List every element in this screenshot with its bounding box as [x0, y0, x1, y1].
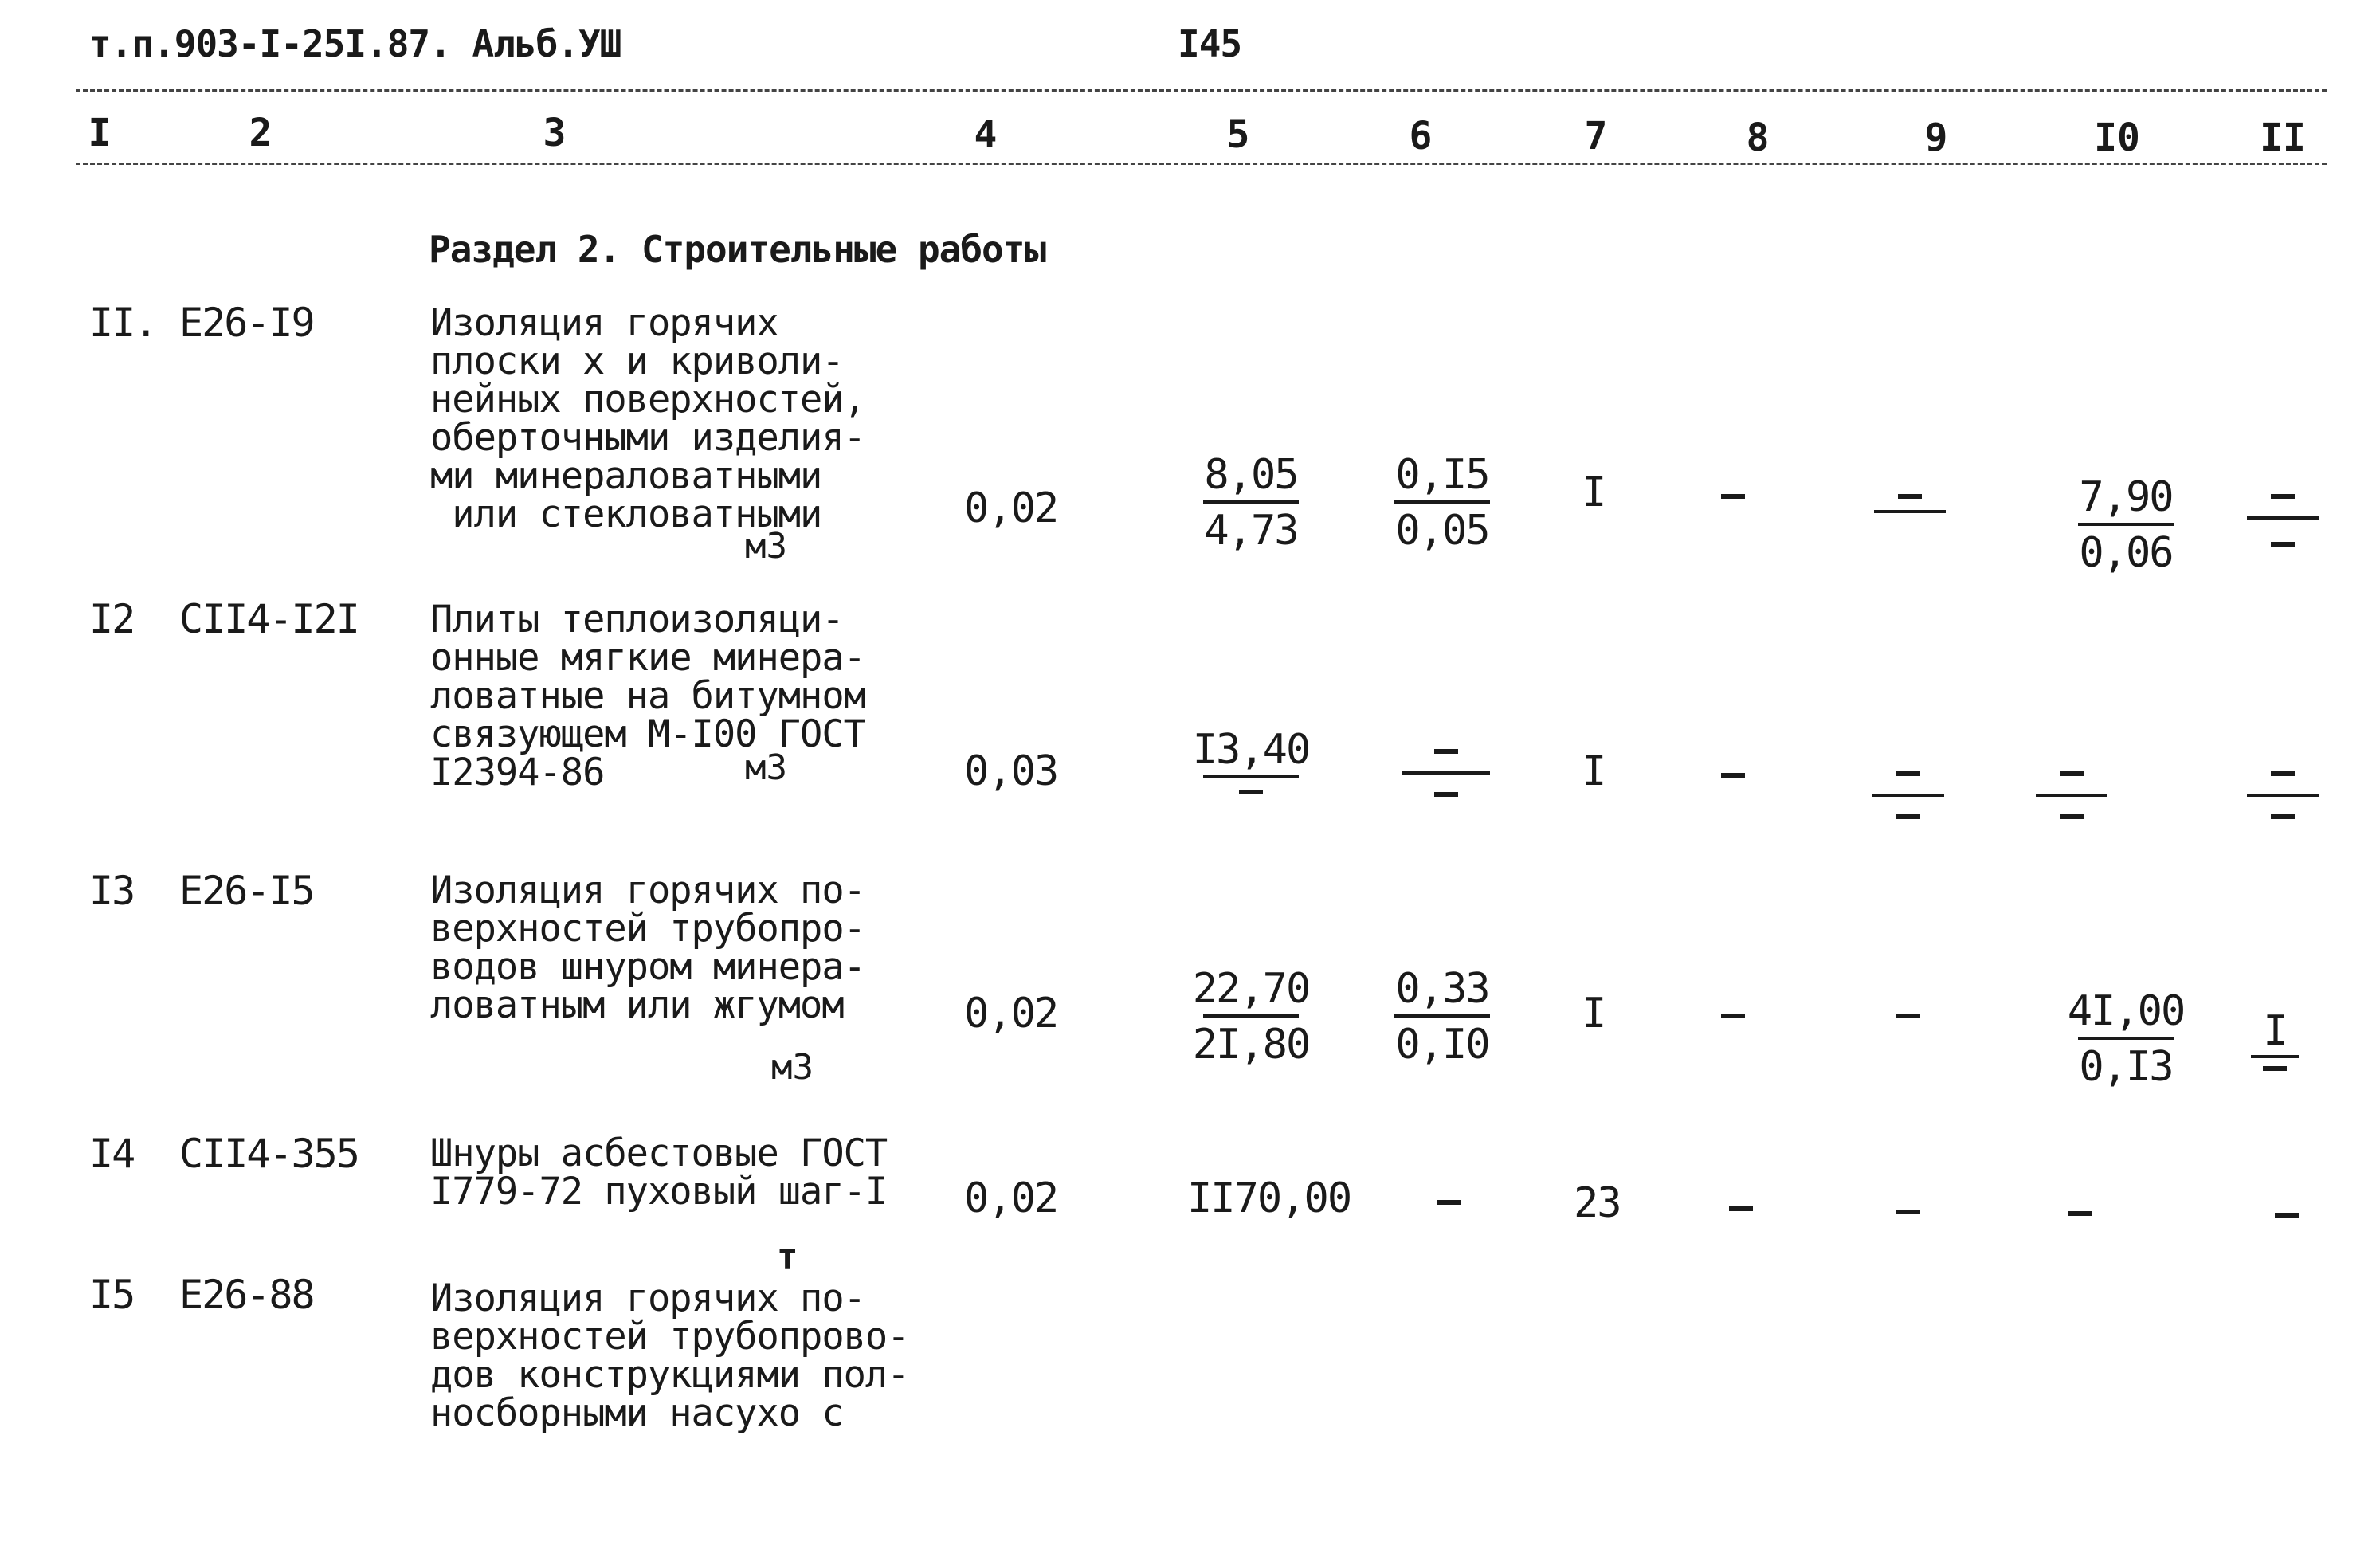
fraction-bar: [2078, 523, 2174, 526]
row-description: Шнуры асбестовые ГОСТ I779-72 пуховый шаг-I: [430, 1131, 888, 1214]
row-number: I3: [89, 868, 135, 914]
column-header-11: II: [2260, 116, 2306, 160]
column-header-1: I: [88, 111, 112, 155]
row-col8-dash: [1729, 1206, 1753, 1211]
row-col10-dash: [2068, 1211, 2092, 1216]
row-col8-dash: [1721, 1014, 1745, 1018]
page-number: I45: [1178, 22, 1242, 65]
row-col9-dash: [1874, 494, 1946, 513]
col5-denominator: 4,73: [1204, 507, 1298, 555]
row-code: СII4-I2I: [179, 596, 359, 642]
row-col11-dash: [2275, 1213, 2299, 1218]
row-col7-value: 23: [1574, 1179, 1621, 1227]
col10-numerator: 7,90: [2079, 473, 2173, 521]
column-header-4: 4: [974, 112, 998, 157]
col5-denominator: 2I,80: [1192, 1021, 1310, 1069]
row-description: Изоляция горячих по- верхностей трубопро- водов шнуром минера- ловатным или жгумом: [430, 869, 865, 1027]
fraction-bar: [1203, 1014, 1299, 1018]
column-header-9: 9: [1924, 116, 1948, 160]
row-col5-value: II70,00: [1187, 1175, 1351, 1222]
row-description: Изоляция горячих по- верхностей трубопрово- дов конструкциями пол- носборными насухо с: [430, 1277, 909, 1435]
row-col10-fraction: [2058, 473, 2194, 577]
row-col10-fraction: [2016, 771, 2127, 848]
row-unit: м3: [745, 526, 787, 567]
header-bottom-rule: [76, 163, 2327, 165]
col5-numerator: I3,40: [1192, 726, 1310, 774]
row-number: I2: [89, 596, 135, 642]
col10-denominator: 0,06: [2079, 529, 2173, 577]
row-col8-dash: [1721, 773, 1745, 778]
row-col9-dash: [1896, 1210, 1920, 1214]
col6-denominator: 0,05: [1395, 507, 1489, 555]
column-header-6: 6: [1409, 114, 1433, 159]
row-description: Изоляция горячих плоски х и криволи- нейных поверхностей, оберточными изделия- ми минераловатными или стекловатными: [430, 301, 865, 536]
row-code: Е26-88: [179, 1272, 314, 1318]
row-col7-value: I: [1582, 990, 1606, 1037]
row-col11-fraction: [2239, 1007, 2311, 1071]
section-title: Раздел 2. Строительные работы: [429, 228, 1046, 271]
header-top-rule: [76, 89, 2327, 92]
row-unit: м3: [771, 1047, 814, 1088]
row-unit: м3: [745, 747, 787, 788]
row-code: Е26-I9: [179, 300, 314, 346]
col6-denominator: 0,I0: [1395, 1021, 1489, 1069]
col10-numerator: 4I,00: [2067, 987, 2185, 1035]
col6-numerator: 0,33: [1395, 965, 1489, 1013]
column-header-5: 5: [1226, 112, 1250, 157]
column-header-3: 3: [543, 111, 567, 155]
row-col5-fraction: [1183, 451, 1319, 555]
fraction-bar: [1203, 500, 1299, 504]
document-reference: т.п.903-I-25I.87. Альб.УШ: [89, 22, 621, 65]
row-col10-fraction: [2058, 987, 2194, 1091]
row-col5-fraction: [1183, 726, 1319, 794]
col5-numerator: 8,05: [1204, 451, 1298, 499]
row-col6-fraction: [1390, 749, 1502, 826]
row-col7-value: I: [1582, 747, 1606, 795]
col11-numerator: I: [2263, 1007, 2287, 1055]
fraction-bar: [1203, 775, 1299, 778]
row-col4-value: 0,03: [964, 747, 1058, 795]
row-col5-fraction: [1183, 965, 1319, 1069]
fraction-bar: [2078, 1037, 2174, 1040]
col6-numerator: 0,I5: [1395, 451, 1489, 499]
row-col6-fraction: [1374, 965, 1510, 1069]
row-number: I4: [89, 1131, 135, 1177]
col5-denominator-dash: [1239, 790, 1263, 794]
row-col11-fraction: [2227, 494, 2339, 571]
row-col7-value: I: [1582, 469, 1606, 516]
row-col8-dash: [1721, 494, 1745, 499]
row-col9-dash: [1896, 1014, 1920, 1018]
fraction-bar: [1394, 500, 1490, 504]
column-header-8: 8: [1746, 116, 1770, 160]
fraction-bar: [1394, 1014, 1490, 1018]
row-code: Е26-I5: [179, 868, 314, 914]
col5-numerator: 22,70: [1192, 965, 1310, 1013]
col10-denominator: 0,I3: [2079, 1043, 2173, 1091]
column-header-7: 7: [1584, 114, 1608, 159]
row-code: СII4-355: [179, 1131, 359, 1177]
row-col4-value: 0,02: [964, 1175, 1058, 1222]
column-header-10: I0: [2094, 116, 2140, 160]
row-col9-fraction: [1853, 771, 1964, 848]
row-col4-value: 0,02: [964, 990, 1058, 1037]
row-col11-fraction: [2227, 771, 2339, 848]
column-header-2: 2: [249, 111, 273, 155]
row-description: Плиты теплоизоляци- онные мягкие минера- ловатные на битумном связующем М-I00 ГОСТ I2394-86: [430, 598, 865, 794]
row-number: I5: [89, 1272, 135, 1318]
row-col6-dash: [1437, 1200, 1461, 1205]
row-col6-fraction: [1374, 451, 1510, 555]
row-unit: т: [777, 1237, 798, 1277]
row-number: II.: [89, 300, 157, 346]
row-col4-value: 0,02: [964, 484, 1058, 532]
